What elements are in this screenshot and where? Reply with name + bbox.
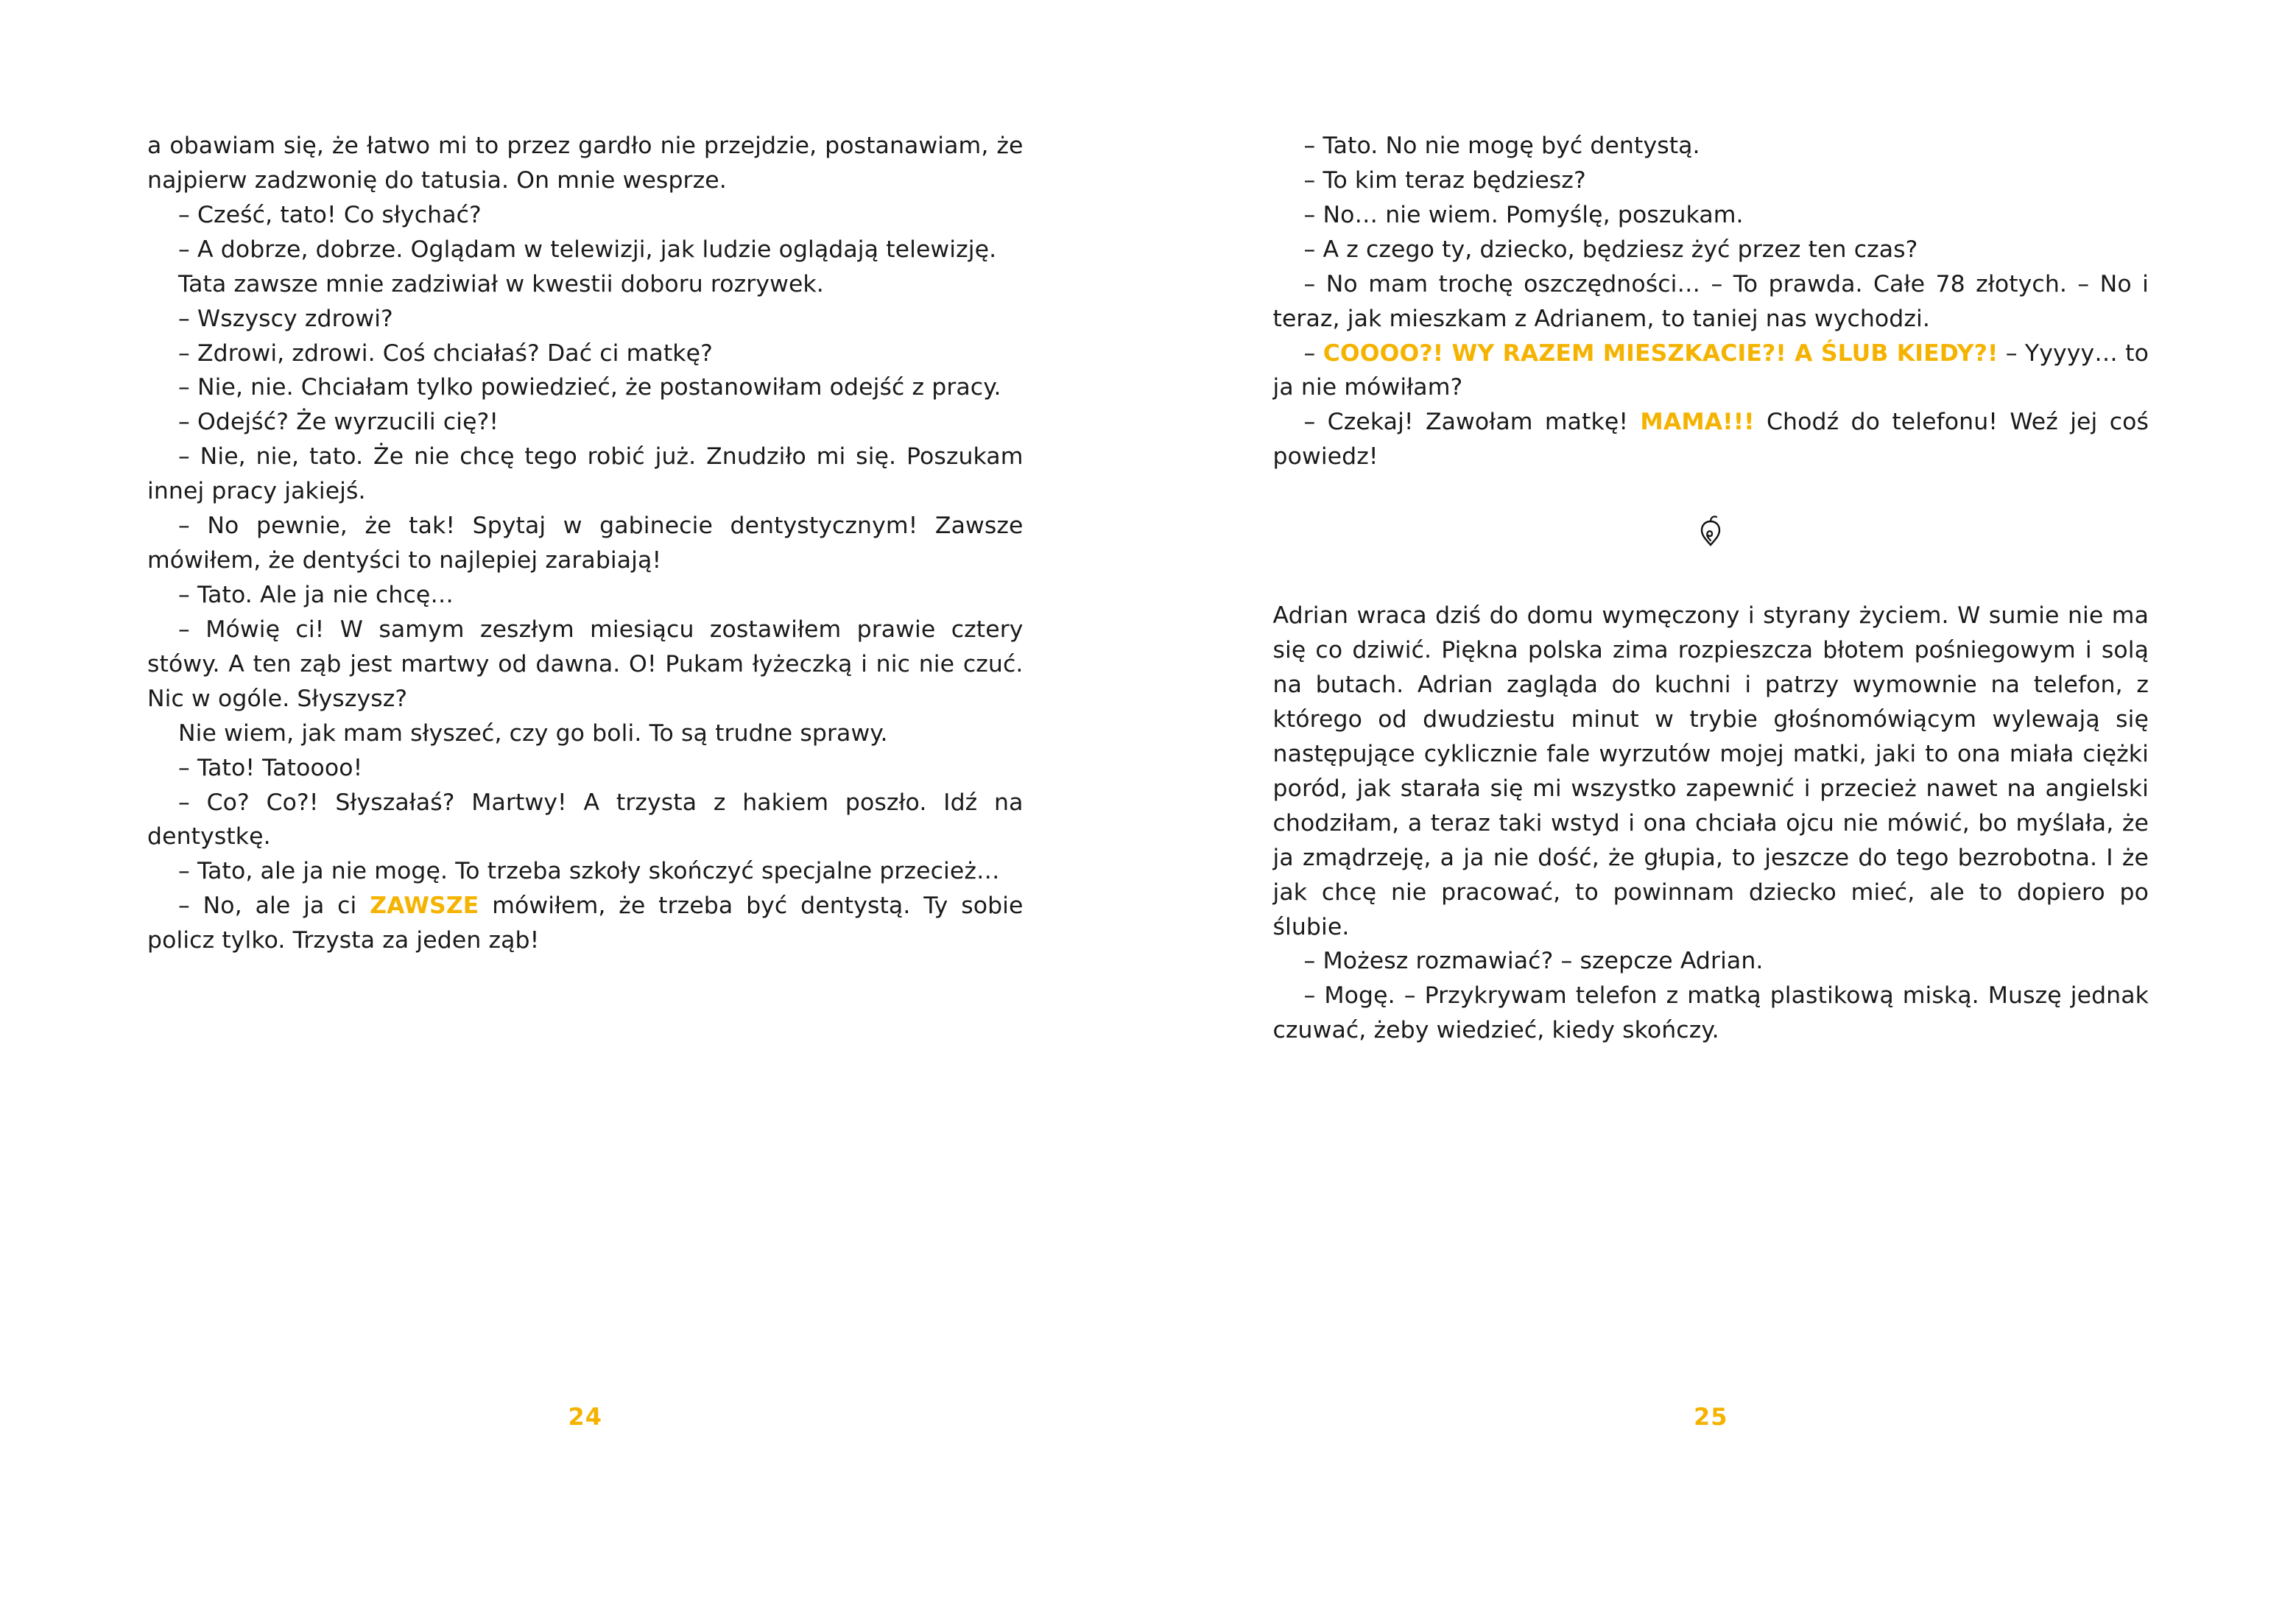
page-right [1273,129,2149,1609]
paragraph: – No, ale ja ci ZAWSZE mówiłem, że trzeba być dentystą. Ty sobie policz tylko. Trzysta za jeden ząb! [147,892,1024,954]
paragraph: – A z czego ty, dziecko, będziesz żyć przez ten czas? [1303,236,1918,263]
left-text-column [147,129,1024,958]
page-number-left: 24 [568,1403,603,1431]
paragraph: – Cześć, tato! Co słychać? [178,201,482,228]
page-number-right: 25 [1693,1403,1728,1431]
paragraph: – Nie, nie, tato. Że nie chcę tego robić już. Znudziło mi się. Poszukam innej pracy jakiejś. [147,443,1024,505]
right-text-column-bottom [1273,599,2149,1048]
paragraph: a obawiam się, że łatwo mi to przez gardło nie przejdzie, postanawiam, że najpierw zadzwonię do tatusia. On mnie wesprze. [147,133,1024,194]
paragraph: – Odejść? Że wyrzucili cię?! [178,409,499,436]
paragraph: – Mówię ci! W samym zeszłym miesiącu zostawiłem prawie cztery stówy. A ten ząb jest martwy od dawna. O! Pukam łyżeczką i nic nie czuć. Nic w ogóle. Słyszysz? [147,616,1024,712]
paragraph: – Tato. Ale ja nie chcę… [178,581,454,608]
paragraph: – A dobrze, dobrze. Oglądam w telewizji, jak ludzie oglądają telewizję. [178,236,997,263]
paragraph: – Tato, ale ja nie mogę. To trzeba szkoły skończyć specjalne przecież… [178,858,1000,885]
paragraph: Adrian wraca dziś do domu wymęczony i styrany życiem. W sumie nie ma się co dziwić. Piękna polska zima rozpieszcza błotem pośniegowym i solą na butach. Adrian zagląda do kuchni i patrzy wymownie na telefon, z którego od dwudziestu minut w trybie głośnomówiącym wylewają się następujące cyklicznie fale wyrzutów mojej matki, jaki to ona miała ciężki poród, jak starała się mi wszystko zapewnić i przecież nawet na angielski chodziłam, a teraz taki wstyd i ona chciała ojcu nie mówić, bo myślała, że ja zmądrzeję, a ja nie dość, że głupia, to jeszcze do tego bezrobotna. I że jak chcę nie pracować, to powinnam dziecko mieć, ale to dopiero po ślubie. [1272,602,2149,940]
paragraph: – No pewnie, że tak! Spytaj w gabinecie dentystycznym! Zawsze mówiłem, że dentyści to najlepiej zarabiają! [147,513,1024,574]
paragraph: – Tato. No nie mogę być dentystą. [1303,133,1700,159]
paragraph: Nie wiem, jak mam słyszeć, czy go boli. To są trudne sprawy. [178,719,888,747]
paragraph: – Możesz rozmawiać? – szepcze Adrian. [1303,948,1764,975]
page-left [147,129,1024,1609]
paragraph: – Czekaj! Zawołam matkę! MAMA!!! Chodź do telefonu! Weź jej coś powiedz! [1272,409,2149,471]
paragraph: – No… nie wiem. Pomyślę, poszukam. [1303,201,1744,228]
page-right-inner [1273,129,2149,1454]
page-left-inner [147,129,1024,1454]
paragraph: Tata zawsze mnie zadziwiał w kwestii doboru rozrywek. [178,270,824,297]
paragraph: – Wszyscy zdrowi? [178,305,393,332]
highlighted-text: ZAWSZE [370,892,479,920]
highlighted-text: COOOO?! WY RAZEM MIESZKACIE?! A ŚLUB KIEDY?! [1323,339,1999,367]
paragraph: – No mam trochę oszczędności… – To prawda. Całe 78 złotych. – No i teraz, jak mieszkam z Adrianem, to taniej nas wychodzi. [1272,270,2149,332]
paragraph: – Zdrowi, zdrowi. Coś chciałaś? Dać ci matkę? [178,339,713,367]
paragraph: – Mogę. – Przykrywam telefon z matką plastikową miską. Muszę jednak czuwać, żeby wiedzieć, kiedy skończy. [1272,982,2149,1044]
paragraph: – To kim teraz będziesz? [1303,166,1586,194]
right-text-column-top [1273,129,2149,474]
paragraph: – COOOO?! WY RAZEM MIESZKACIE?! A ŚLUB KIEDY?! – Yyyyy… to ja nie mówiłam? [1272,339,2149,401]
highlighted-text: MAMA!!! [1640,409,1755,436]
paragraph: – Nie, nie. Chciałam tylko powiedzieć, że postanowiłam odejść z pracy. [178,374,1001,401]
paragraph: – Co? Co?! Słyszałaś? Martwy! A trzysta z hakiem poszło. Idź na dentystkę. [147,789,1024,851]
paragraph: – Tato! Tatoooo! [178,754,363,781]
heart-swirl-ornament-icon [1273,513,2149,554]
